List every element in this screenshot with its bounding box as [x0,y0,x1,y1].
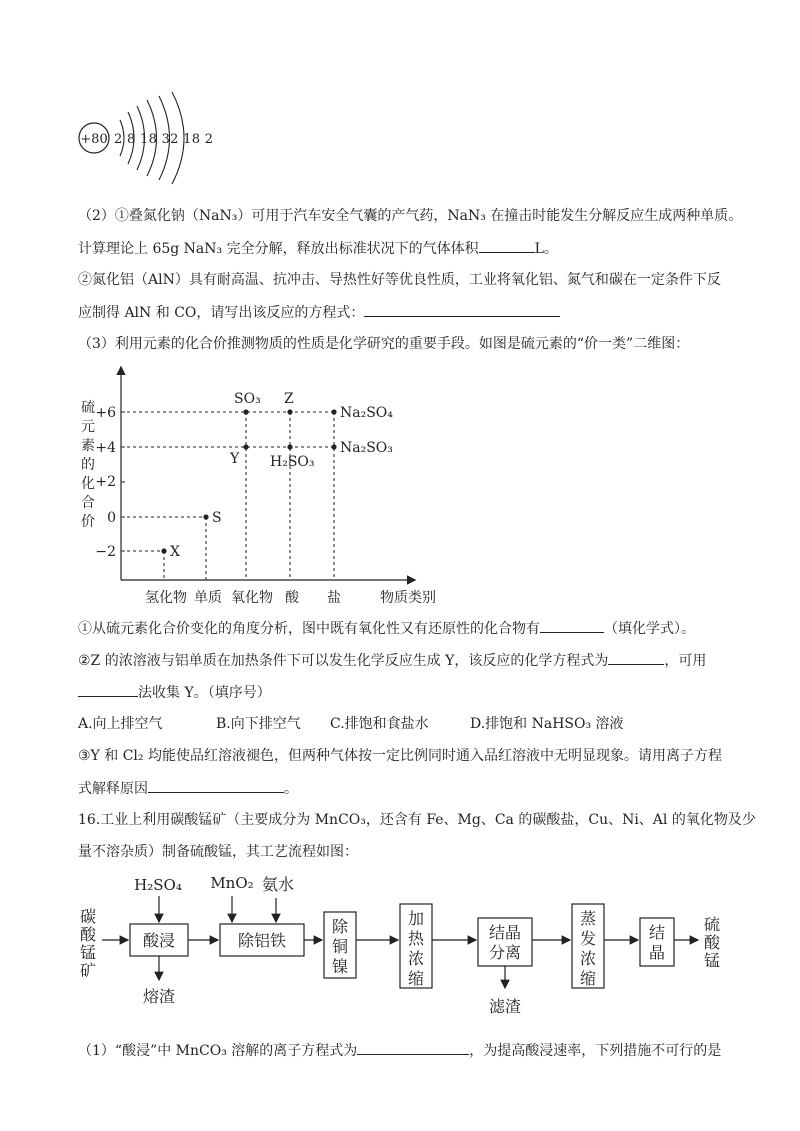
label-z: Z [284,391,294,407]
svg-text:结: 结 [648,923,666,942]
q15-q2-line [78,650,706,671]
step-heat-concentrate [408,909,425,988]
q15-q3-line2 [78,778,298,799]
reagent-h2so4: H₂SO₄ [134,876,182,894]
q16-sub1-line [78,1040,721,1061]
svg-text:分离: 分离 [488,943,522,962]
q15-p2-line2-text: 计算理论上 65g NaN₃ 完全分解，释放出标准状况下的气体体积 [78,241,479,257]
y-tick-labels [95,405,116,560]
q15-p2-line4-text: 应制得 AlN 和 CO，请写出该反应的方程式： [78,305,365,321]
option-a[interactable]: A.向上排空气 [78,716,163,732]
q16-line1: 16.工业上利用碳酸锰矿（主要成分为 MnCO₃，还含有 Fe、Mg、Ca 的碳酸盐，Cu、Ni、Al 的氧化物及少 [78,812,756,828]
answer-blank-equation-z[interactable] [608,650,664,665]
point-na2so4 [331,409,336,414]
atom-structure-diagram [70,88,220,198]
waste-slag: 熔渣 [142,987,176,1006]
option-b[interactable]: B.向下排空气 [216,716,301,732]
step-crystallize-separate [489,923,521,962]
step-acid-leach: 酸浸 [142,931,176,950]
category-hydride: 氢化物 [145,590,187,606]
q15-q2-line2 [78,682,271,703]
answer-blank-mnco3-equation[interactable] [357,1040,469,1055]
shell-electron-counts: 2 8 18 32 18 2 [114,132,214,147]
q15-q2-collect-text: 法收集 Y。（填序号） [138,685,271,701]
answer-blank-collection[interactable] [78,682,138,697]
svg-text:素: 素 [81,438,95,454]
nucleus-charge: +80 [80,132,108,147]
svg-text:蒸: 蒸 [579,909,597,928]
step-remove-cu-ni [332,917,349,976]
step-remove-al-fe: 除铝铁 [237,931,287,950]
q15-q1-text: ①从硫元素化合价变化的角度分析，图中既有氧化性又有还原性的化合物有 [78,621,540,637]
q15-p2-line3: ②氮化铝（AlN）具有耐高温、抗冲击、导热性好等优良性质，工业将氧化铝、氮气和碳在一定条件下反 [78,272,721,288]
label-na2so3: Na₂SO₃ [340,440,393,456]
q15-p3-line1: （3）利用元素的化合价推测物质的性质是化学研究的重要手段。如图是硫元素的“价一类”二维图： [78,336,690,352]
q15-q2-text: ②Z 的浓溶液与铝单质在加热条件下可以发生化学反应生成 Y，该反应的化学方程式为 [78,653,609,669]
svg-text:酸: 酸 [703,933,721,952]
svg-text:缩: 缩 [579,969,597,988]
q16-sub1-tail: ，为提高酸浸速率，下列措施不可行的是 [469,1043,722,1059]
q15-q3-line1: ③Y 和 Cl₂ 均能使品红溶液褪色，但两种气体按一定比例同时通入品红溶液中无明显现象。请用离子方程 [78,748,722,764]
answer-blank-compounds[interactable] [540,618,604,633]
answer-blank-ionic-equation[interactable] [148,778,284,793]
q16-sub1-text: （1）“酸浸”中 MnCO₃ 溶解的离子方程式为 [78,1043,358,1059]
q15-q3-end: 。 [284,781,298,797]
y-tick-plus4: +4 [95,440,116,456]
y-tick-plus6: +6 [95,405,116,421]
svg-text:结晶: 结晶 [488,923,522,942]
q15-p2-line4 [78,302,560,323]
svg-text:镍: 镍 [331,957,349,976]
category-acid: 酸 [285,590,299,606]
svg-text:铜: 铜 [331,937,349,956]
q15-q2-tail: ，可用 [664,653,707,669]
answer-blank-volume[interactable] [479,238,535,253]
svg-text:价: 价 [81,514,95,530]
q15-options [78,714,624,734]
q15-q1-hint: （填化学式）。 [604,621,695,637]
q15-q3-text: 式解释原因 [78,781,148,797]
output-manganese-sulfate [704,915,721,970]
q15-p2-line2 [78,238,558,259]
waste-filter-residue: 滤渣 [488,997,522,1016]
point-h2so3 [287,444,292,449]
option-c[interactable]: C.排饱和食盐水 [330,716,429,732]
point-x [161,548,166,553]
answer-blank-equation-aln[interactable] [364,302,560,317]
svg-text:缩: 缩 [407,969,425,988]
point-na2so3 [331,444,336,449]
svg-text:晶: 晶 [648,943,666,962]
svg-text:碳: 碳 [79,907,97,926]
svg-text:除: 除 [331,917,349,936]
option-d[interactable]: D.排饱和 NaHSO₃ 溶液 [470,716,624,732]
category-element: 单质 [194,590,222,606]
svg-text:浓: 浓 [579,949,597,968]
svg-text:合: 合 [81,495,95,511]
category-oxide: 氧化物 [231,590,273,606]
reagent-mno2: MnO₂ [210,874,254,892]
input-ore-label [80,907,97,980]
q15-q1-line [78,618,695,639]
label-so3: SO₃ [234,391,261,407]
svg-text:硫: 硫 [81,400,95,416]
step-crystallize [649,923,665,962]
svg-text:矿: 矿 [79,961,97,980]
svg-text:锰: 锰 [703,951,721,970]
sulfur-valence-chart [78,358,478,610]
y-tick-minus2: −2 [95,544,116,560]
label-s: S [212,510,222,526]
point-y [243,444,248,449]
category-salt: 盐 [327,590,341,606]
q15-p2-line2-unit: L。 [534,241,558,257]
reagent-ammonia: 氨水 [261,875,295,894]
label-na2so4: Na₂SO₄ [340,405,393,421]
svg-text:浓: 浓 [407,949,425,968]
y-tick-0: 0 [107,510,116,526]
svg-text:的: 的 [81,457,95,473]
point-z [287,409,292,414]
chart-points [161,409,336,553]
svg-text:酸: 酸 [79,925,97,944]
q15-p2-line1: （2）①叠氮化钠（NaN₃）可用于汽车安全气囊的产气药，NaN₃ 在撞击时能发生分解反应生成两种单质。 [78,208,743,224]
step-evaporate-concentrate [580,909,596,988]
label-x: X [170,544,180,560]
svg-text:热: 热 [407,929,425,948]
x-axis-label: 物质类别 [380,590,436,606]
q16-line2: 量不溶杂质）制备硫酸锰，其工艺流程如图： [78,844,358,860]
label-h2so3: H₂SO₃ [270,454,315,470]
svg-text:锰: 锰 [79,943,97,962]
process-flow-diagram [76,870,726,1030]
y-axis-label [81,400,95,530]
svg-text:元: 元 [81,419,95,435]
svg-text:加: 加 [407,909,425,928]
point-s [203,514,208,519]
label-y: Y [230,451,240,467]
svg-text:化: 化 [81,476,95,492]
point-so3 [243,409,248,414]
y-tick-plus2: +2 [95,474,116,490]
svg-text:发: 发 [579,929,597,948]
svg-text:硫: 硫 [703,915,721,934]
